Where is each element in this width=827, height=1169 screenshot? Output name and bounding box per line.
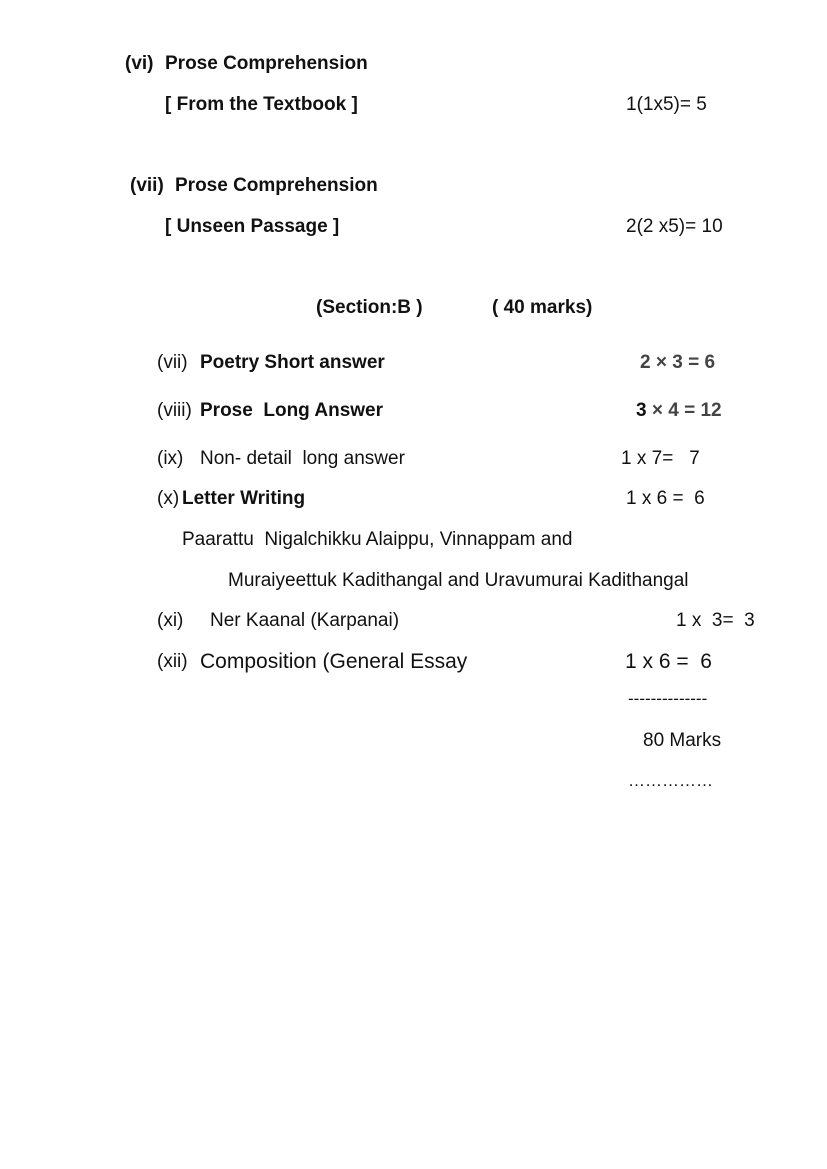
item-vii-a-subtitle: [ Unseen Passage ] — [165, 216, 340, 237]
item-xi-marks: 1 x 3= 3 — [676, 610, 755, 631]
item-viii-number: (viii) — [157, 400, 192, 421]
item-xii-marks: 1 x 6 = 6 — [625, 650, 712, 673]
total-dots: …………… — [628, 771, 713, 790]
section-b-label: (Section:B ) — [316, 297, 423, 318]
item-x-number: (x) — [157, 488, 180, 509]
item-ix-title: Non- detail long answer — [200, 448, 405, 469]
total-marks: 80 Marks — [643, 730, 722, 751]
item-x-title: Letter Writing — [182, 488, 306, 509]
item-vi-title: Prose Comprehension — [165, 53, 368, 74]
item-x-marks: 1 x 6 = 6 — [626, 488, 705, 509]
item-viii-title: Prose Long Answer — [200, 400, 383, 421]
item-xi-number: (xi) — [157, 610, 184, 631]
item-vii-b-marks: 2 × 3 = 6 — [640, 352, 716, 373]
item-vi-marks: 1(1x5)= 5 — [626, 94, 707, 115]
item-vii-b-title: Poetry Short answer — [200, 352, 385, 373]
item-x-description-line1: Paarattu Nigalchikku Alaippu, Vinnappam and — [182, 529, 573, 550]
item-viii-marks-lead: 3 — [636, 400, 647, 421]
section-b-marks: ( 40 marks) — [492, 297, 593, 318]
item-viii-marks-rest: × 4 = 12 — [646, 400, 722, 421]
item-vi-number: (vi) — [125, 53, 154, 74]
item-x-description-line2: Muraiyeettuk Kadithangal and Uravumurai Kadithangal — [228, 570, 689, 591]
item-vi-subtitle: [ From the Textbook ] — [165, 94, 358, 115]
item-vii-a-number: (vii) — [130, 175, 164, 196]
item-vii-a-title: Prose Comprehension — [175, 175, 378, 196]
item-ix-number: (ix) — [157, 448, 184, 469]
item-xii-title: Composition (General Essay — [200, 650, 468, 673]
item-vii-a-marks: 2(2 x5)= 10 — [626, 216, 723, 237]
item-vii-b-number: (vii) — [157, 352, 188, 373]
item-viii-marks — [636, 401, 722, 420]
item-ix-marks: 1 x 7= 7 — [621, 448, 700, 469]
item-xi-title: Ner Kaanal (Karpanai) — [210, 610, 400, 631]
item-xii-number: (xii) — [157, 651, 188, 672]
total-rule: -------------- — [628, 689, 708, 708]
